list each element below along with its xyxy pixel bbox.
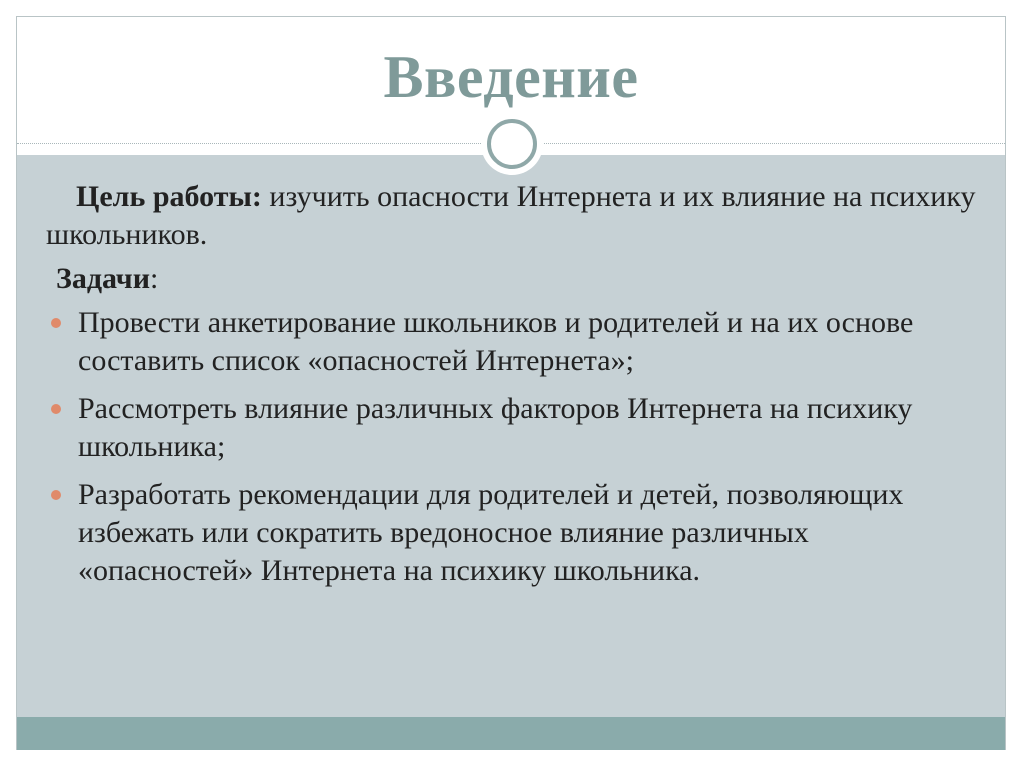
list-item [46,476,986,590]
tasks-colon: : [150,262,159,295]
tasks-heading [56,260,986,298]
bullet-icon [51,318,61,328]
task-text: Рассмотреть влияние различных факторов Интернета на психику школьника; [78,392,913,463]
bullet-icon [51,404,61,414]
task-list [46,304,986,590]
goal-paragraph [46,178,986,254]
bullet-icon [51,490,61,500]
list-item [46,390,986,466]
goal-text: изучить опасности Интернета и их влияние на психику школьников. [46,180,976,251]
bottom-band [17,717,1005,750]
list-item [46,304,986,380]
goal-label: Цель работы: [76,180,262,213]
slide-title: Введение [383,44,639,110]
circle-ornament-icon [487,119,537,169]
content-text [46,178,986,600]
task-text: Провести анкетирование школьников и родителей и на их основе составить список «опасностей Интернета»; [78,306,914,377]
tasks-label: Задачи [56,262,151,295]
task-text: Разработать рекомендации для родителей и детей, позволяющих избежать или сократить вредоносное влияние различных «опасностей» Интернета на психику школьника. [78,478,904,587]
